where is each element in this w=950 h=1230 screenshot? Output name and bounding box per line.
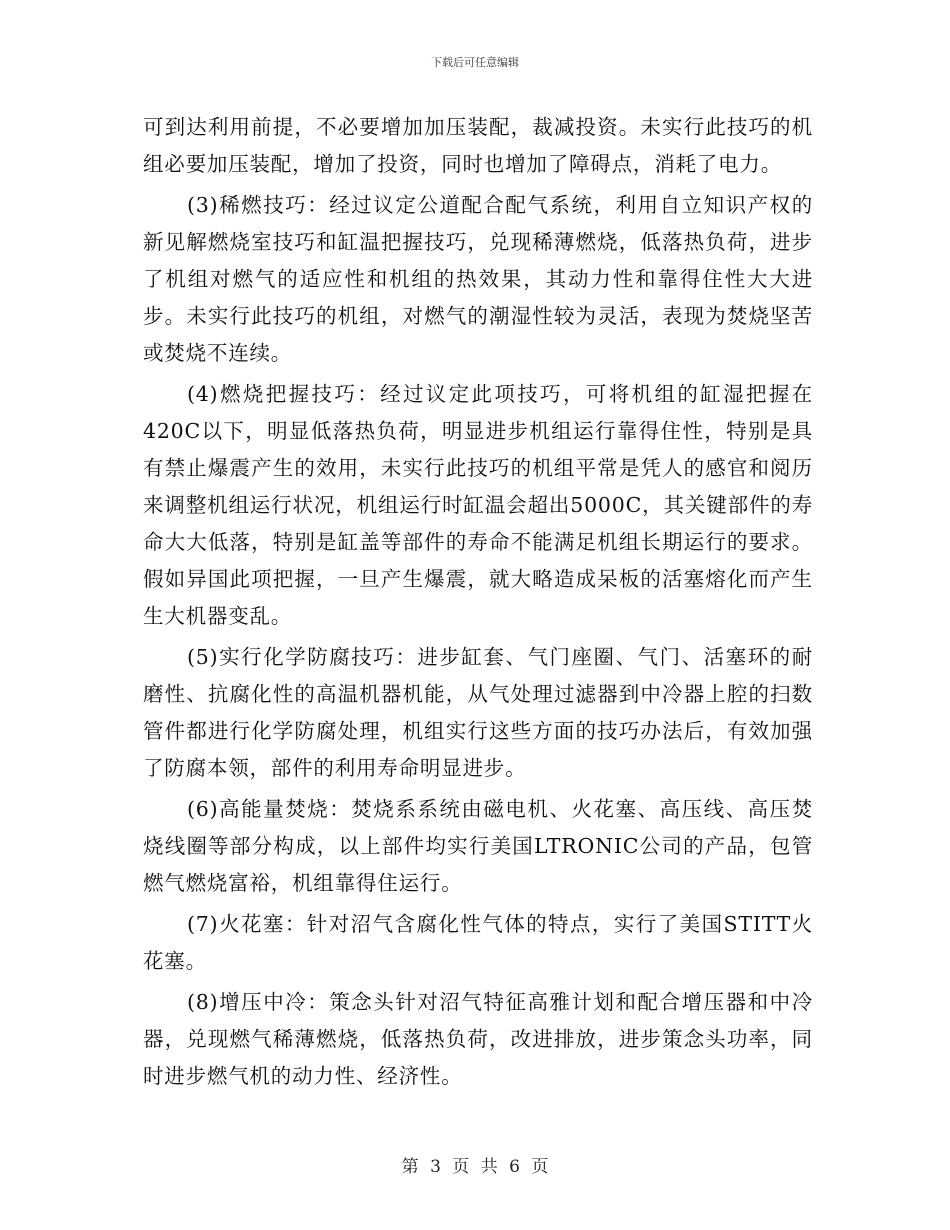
paragraph-8-turbo-intercool: (8)增压中冷：策念头针对沼气特征高雅计划和配合增压器和中冷器，兑现燃气稀薄燃烧，低落热负荷，改进排放，进步策念头功率，同时进步燃气机的动力性、经济性。 [143,990,813,1088]
paragraph-5-anticorrosion: (5)实行化学防腐技巧：进步缸套、气门座圈、气门、活塞环的耐磨性、抗腐化性的高温机器机能，从气处理过滤器到中冷器上腔的扫数管件都进行化学防腐处理，机组实行这些方面的技巧办法后，有效加强了防腐本领，部件的利用寿命明显进步。 [143,645,813,780]
page-footer: 第 3 页 共 6 页 [401,1157,549,1177]
page-header: 下载后可任意编辑 [431,56,519,69]
paragraph-6-ignition: (6)高能量焚烧：焚烧系系统由磁电机、火花塞、高压线、高压焚烧线圈等部分构成，以上部件均实行美国LTRONIC公司的产品，包管燃气燃烧富裕，机组靠得住运行。 [143,797,813,895]
document-body [143,109,813,1099]
paragraph-1: 可到达利用前提，不必要增加加压装配，裁减投资。未实行此技巧的机组必要加压装配，增加了投资，同时也增加了障碍点，消耗了电力。 [143,115,813,176]
paragraph-3-lean-burn: (3)稀燃技巧：经过议定公道配合配气系统，利用自立知识产权的新见解燃烧室技巧和缸温把握技巧，兑现稀薄燃烧，低落热负荷，进步了机组对燃气的适应性和机组的热效果，其动力性和靠得住性大大进步。未实行此技巧的机组，对燃气的潮湿性较为灵活，表现为焚烧坚苦或焚烧不连续。 [143,193,813,365]
paragraph-7-spark-plug: (7)火花塞：针对沼气含腐化性气体的特点，实行了美国STITT火花塞。 [143,912,813,973]
paragraph-4-combustion-control: (4)燃烧把握技巧：经过议定此项技巧，可将机组的缸湿把握在420C以下，明显低落热负荷，明显进步机组运行靠得住性，特别是具有禁止爆震产生的效用，未实行此技巧的机组平常是凭人的感官和阅历来调整机组运行状况，机组运行时缸温会超出5000C，其关键部件的寿命大大低落，特别是缸盖等部件的寿命不能满足机组长期运行的要求。假如异国此项把握，一旦产生爆震，就大略造成呆板的活塞熔化而产生生大机器变乱。 [143,382,813,628]
